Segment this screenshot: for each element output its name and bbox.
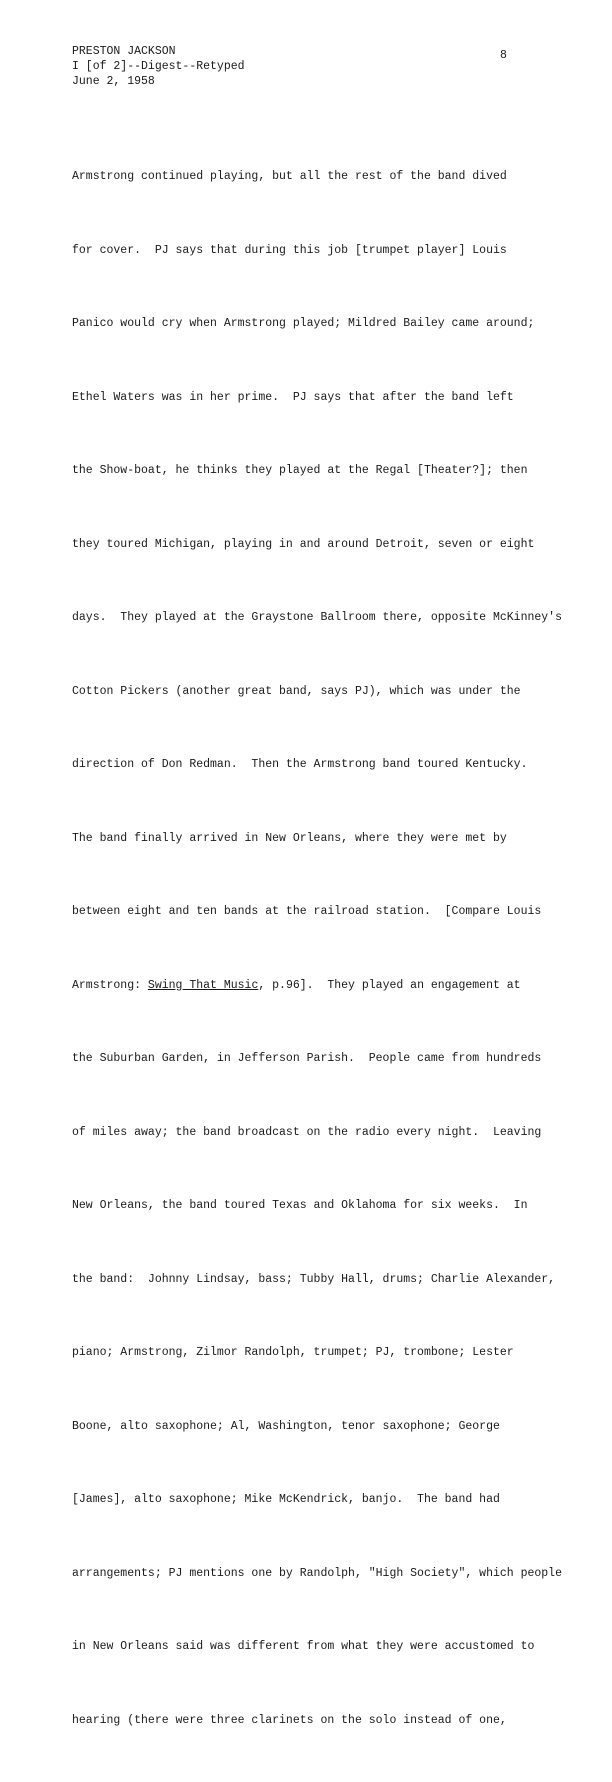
- text-line: between eight and ten bands at the railroad station. [Compare Louis: [72, 905, 542, 918]
- text-line: Armstrong: Swing That Music, p.96]. They played an engagement at: [72, 978, 521, 992]
- text-line: in New Orleans said was different from what they were accustomed to: [72, 1640, 535, 1653]
- text-line: Ethel Waters was in her prime. PJ says that after the band left: [72, 390, 514, 404]
- text-line: days. They played at the Graystone Ballroom there, opposite McKinney's: [72, 611, 562, 624]
- interview-date: June 2, 1958: [72, 75, 155, 88]
- text-line: The band finally arrived in New Orleans, where they were met by: [72, 831, 507, 845]
- text-line: Boone, alto saxophone; Al, Washington, tenor saxophone; George: [72, 1419, 500, 1433]
- text-line: the Suburban Garden, in Jefferson Parish. People came from hundreds: [72, 1052, 542, 1065]
- text-line: direction of Don Redman. Then the Armstrong band toured Kentucky.: [72, 758, 528, 771]
- interviewee-name: PRESTON JACKSON: [72, 45, 176, 58]
- text-line: of miles away; the band broadcast on the radio every night. Leaving: [72, 1125, 542, 1139]
- text-line: Armstrong continued playing, but all the rest of the band dived: [72, 170, 507, 183]
- text-line: arrangements; PJ mentions one by Randolph, "High Society", which people: [72, 1566, 562, 1580]
- text-line: for cover. PJ says that during this job [trumpet player] Louis: [72, 243, 507, 257]
- text-line: Cotton Pickers (another great band, says PJ), which was under the: [72, 684, 521, 698]
- book-title: Swing That Music: [147, 978, 259, 992]
- document-header: [72, 44, 245, 89]
- text-line: piano; Armstrong, Zilmor Randolph, trumpet; PJ, trombone; Lester: [72, 1346, 514, 1359]
- body-text: [72, 116, 592, 1782]
- text-line: the band: Johnny Lindsay, bass; Tubby Hall, drums; Charlie Alexander,: [72, 1272, 556, 1286]
- page-number: 8: [500, 49, 507, 62]
- text-line: they toured Michigan, playing in and around Detroit, seven or eight: [72, 537, 535, 551]
- text-line: Panico would cry when Armstrong played; Mildred Bailey came around;: [72, 317, 535, 330]
- text-line: the Show-boat, he thinks they played at the Regal [Theater?]; then: [72, 464, 528, 477]
- text-line: hearing (there were three clarinets on the solo instead of one,: [72, 1713, 507, 1727]
- text-line: [James], alto saxophone; Mike McKendrick, banjo. The band had: [72, 1493, 500, 1506]
- text-line: New Orleans, the band toured Texas and Oklahoma for six weeks. In: [72, 1199, 528, 1212]
- document-part-label: I [of 2]--Digest--Retyped: [72, 60, 245, 73]
